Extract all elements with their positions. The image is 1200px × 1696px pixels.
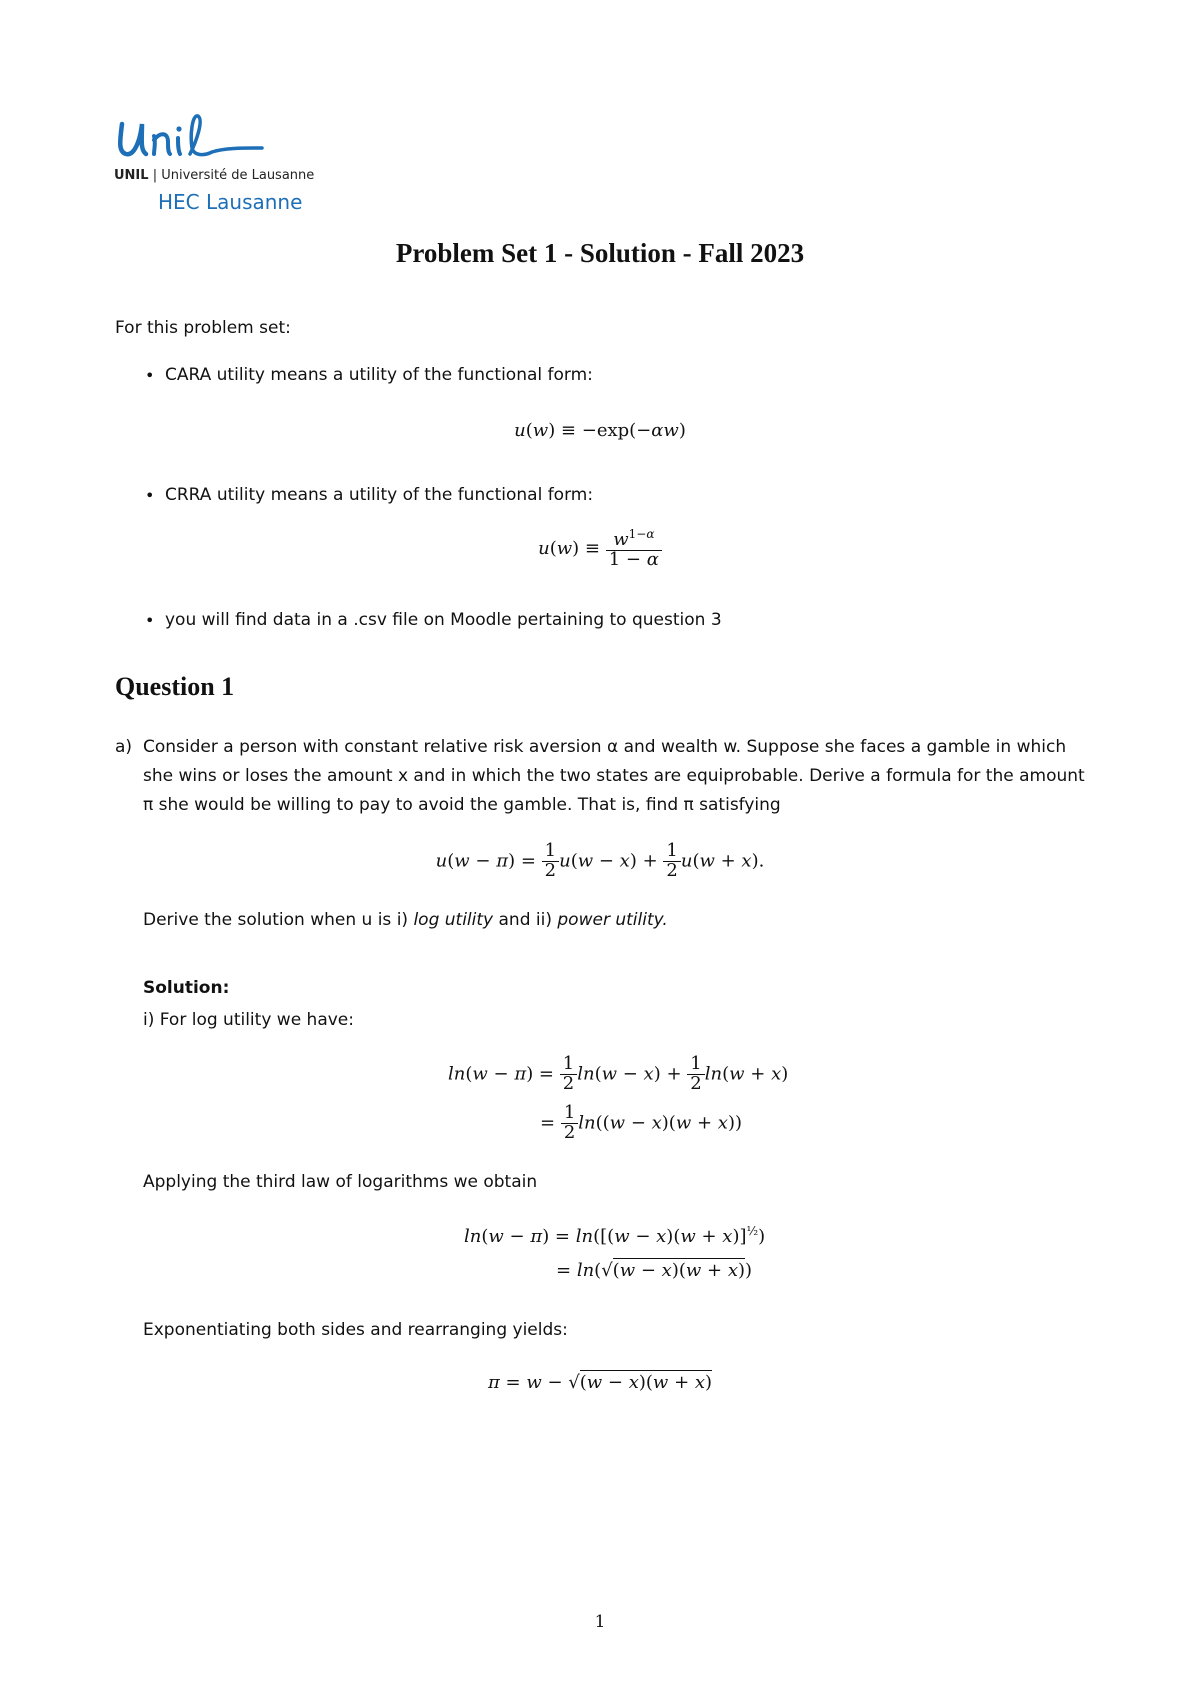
university-name: UNIL | Université de Lausanne [114,168,315,183]
bullet-icon: • [145,611,155,630]
school-name: HEC Lausanne [158,190,303,214]
question-a-text: Consider a person with constant relative risk aversion α and wealth w. Suppose she faces a gamble in which she wins or loses the amount x and in which the two states are equiprobable. Derive a formula for the amount π she would be willing to pay to avoid the gamble. That is, find π satisfying [143,737,1085,815]
intro-text: For this problem set: [115,318,291,338]
exponentiate-text: Exponentiating both sides and rearranging yields: [143,1320,568,1340]
item-label-a: a) [115,737,133,757]
equation-log-1: ln(w − π) = $\frac{1}{2}$ ln(w − x) + $\frac{1}{2}$ ln(w + x) [448,1053,789,1094]
page-title: Problem Set 1 - Solution - Fall 2023 [395,238,805,268]
question-heading: Question 1 [115,672,235,701]
page-number: 1 [594,1612,606,1632]
bullet-cara: CARA utility means a utility of the functional form: [165,365,593,385]
equation-log-3: $\ln(w - \pi) = \ln([(w - x)(w + x)]^{\frac{1}{2}})$ [464,1224,766,1247]
bullet-crra: CRRA utility means a utility of the functional form: [165,485,594,505]
equation-log-2: = $\frac{1}{2}$ ln((w − x)(w + x)) [540,1102,742,1143]
equation-risk-premium: u(w − π) = $\frac{1}{2}$ u(w − x) + $\frac{1}{2}$ u(w + x). [435,840,765,881]
equation-log-4: = ln(√(w − x)(w + x)) [556,1260,753,1281]
solution-label: Solution: [143,978,230,998]
bullet-icon: • [145,366,155,385]
equation-solution: π = w − √(w − x)(w + x) [487,1372,713,1393]
log-utility-intro: i) For log utility we have: [143,1010,354,1030]
bullet-icon: • [145,486,155,505]
derive-instruction: Derive the solution when u is i) log utility and ii) power utility. [143,910,668,930]
equation-cara: u(w) ≡ −exp(−αw) [514,420,686,441]
unil-logo [112,112,332,217]
equation-crra: u(w) ≡ $\frac{w^{1-\alpha}}{1 - \alpha}$ [0,528,1200,570]
third-law-text: Applying the third law of logarithms we obtain [143,1172,538,1192]
bullet-data: you will find data in a .csv file on Moodle pertaining to question 3 [165,610,722,630]
unil-wordmark-icon [112,112,272,168]
